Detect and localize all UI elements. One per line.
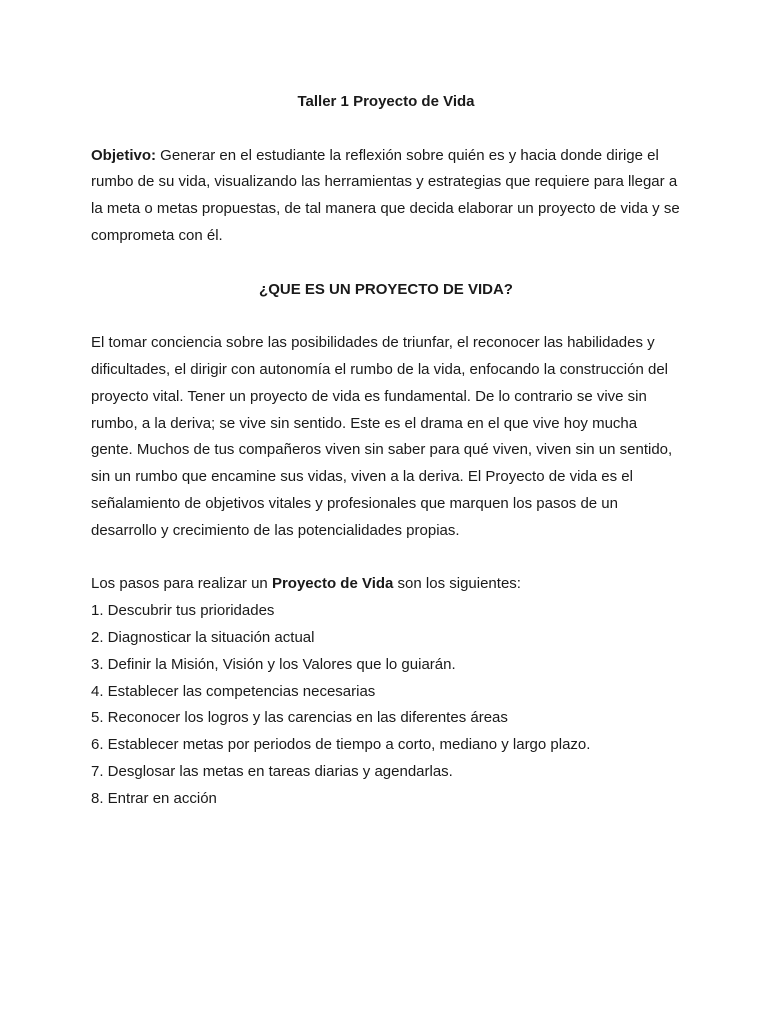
steps-intro: [91, 571, 681, 598]
step-item: 7. Desglosar las metas en tareas diarias y agendarlas.: [91, 762, 453, 780]
steps-intro-bold: Proyecto de Vida: [271, 575, 394, 593]
section-heading: ¿QUE ES UN PROYECTO DE VIDA?: [259, 280, 513, 298]
step-item: 4. Establecer las competencias necesarias: [91, 682, 376, 700]
document-page: [91, 89, 681, 813]
section-body: El tomar conciencia sobre las posibilidades de triunfar, el reconocer las habilidades y dificultades, el dirigir con autonomía el rumbo de la vida, enfocando la construcción del proyecto vital. Tener un proyecto de vida es fundamental. De lo contrario se vive sin rumbo, a la deriva; se vive sin sentido. Este es el drama en el que vive hoy mucha gente. Muchos de tus compañeros viven sin saber para qué viven, viven sin un sentido, sin un rumbo que encamine sus vidas, viven a la deriva. El Proyecto de vida es el señalamiento de objetivos vitales y profesionales que marquen los pasos de un desarrollo y crecimiento de las potencialidades propias.: [91, 334, 673, 539]
step-item: 6. Establecer metas por periodos de tiempo a corto, mediano y largo plazo.: [91, 736, 591, 754]
step-item: 3. Definir la Misión, Visión y los Valores que lo guiarán.: [91, 655, 456, 673]
steps-intro-before: Los pasos para realizar un: [91, 575, 272, 593]
steps-intro-after: son los siguientes:: [393, 575, 521, 593]
step-item: 5. Reconocer los logros y las carencias en las diferentes áreas: [91, 709, 508, 727]
objective-text: Generar en el estudiante la reflexión sobre quién es y hacia donde dirige el rumbo de su vida, visualizando las herramientas y estrategias que requiere para llegar a la meta o metas propuestas, de tal manera que decida elaborar un proyecto de vida y se comprometa con él.: [91, 146, 680, 244]
objective-label: Objetivo:: [91, 146, 157, 164]
step-item: 2. Diagnosticar la situación actual: [91, 628, 315, 646]
objective-paragraph: [91, 143, 681, 250]
document-title: Taller 1 Proyecto de Vida: [297, 93, 475, 110]
step-item: 8. Entrar en acción: [91, 789, 217, 807]
steps-list: [91, 598, 681, 812]
step-item: 1. Descubrir tus prioridades: [91, 602, 275, 620]
